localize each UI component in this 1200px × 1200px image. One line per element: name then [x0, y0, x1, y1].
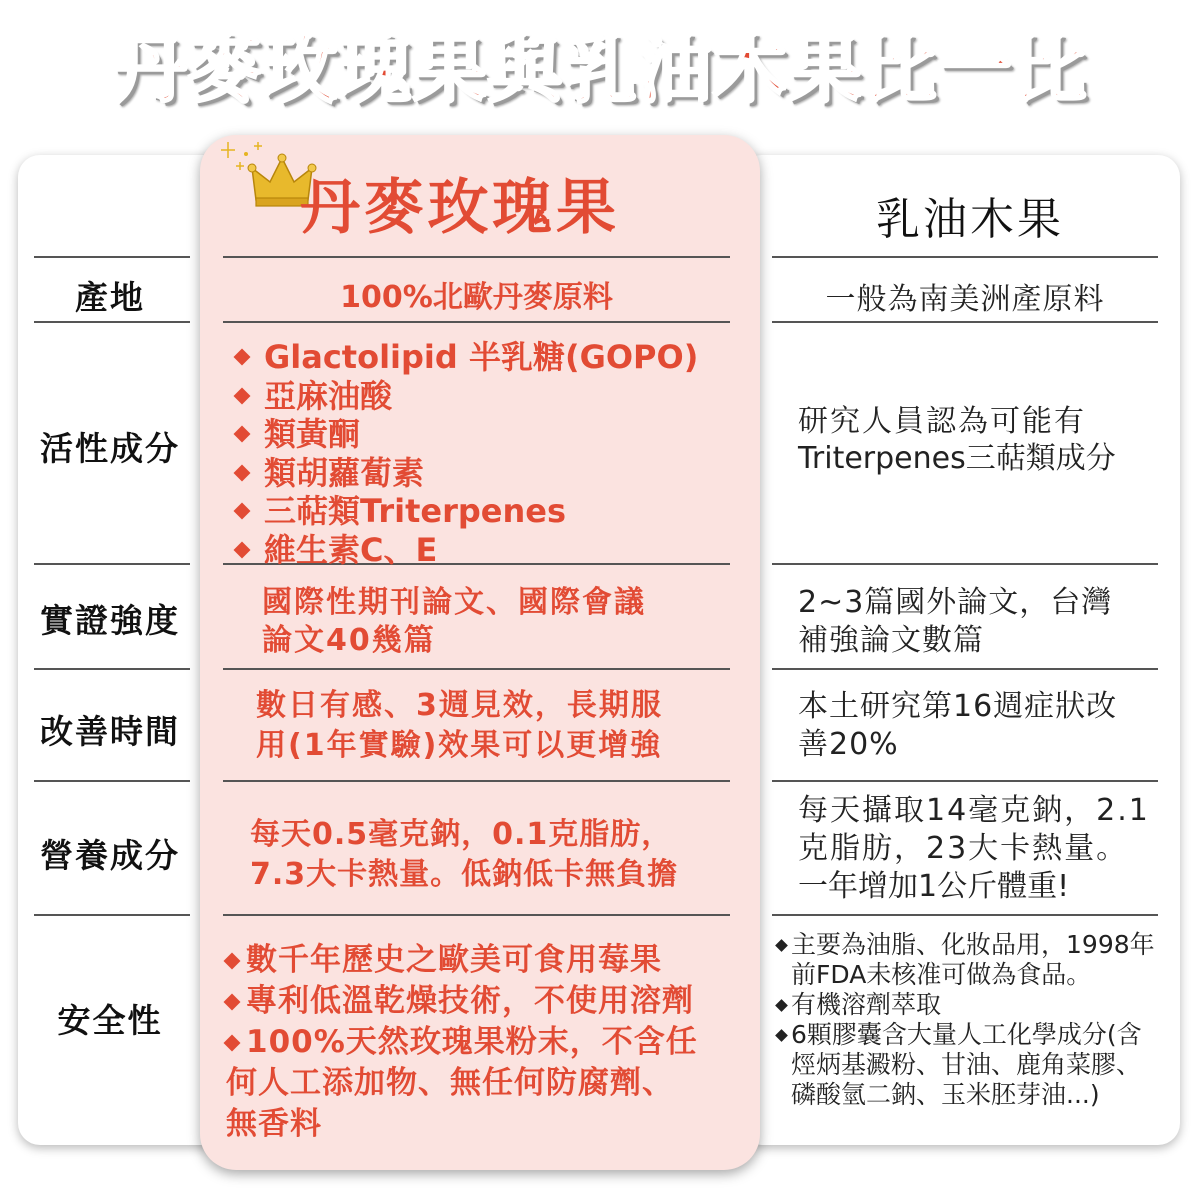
diamond-bullet-icon	[234, 387, 251, 404]
row-label-origin: 產地	[75, 278, 145, 317]
row-label-active: 活性成分	[40, 429, 180, 468]
list-item: 類黃酮	[232, 415, 698, 454]
divider	[34, 563, 190, 565]
rosehip-nutrition: 每天0.5毫克鈉，0.1克脂肪， 7.3大卡熱量。低鈉低卡無負擔	[250, 817, 679, 892]
title-banner	[0, 14, 1200, 114]
shea-evidence: 2~3篇國外論文，台灣 補強論文數篇	[798, 585, 1113, 658]
list-item: 專利低溫乾燥技術，不使用溶劑	[222, 981, 698, 1022]
divider	[34, 668, 190, 670]
divider	[223, 914, 730, 916]
divider	[772, 914, 1158, 916]
divider	[772, 256, 1158, 258]
divider	[772, 780, 1158, 782]
list-item: 6顆膠囊含大量人工化學成分(含 烴炳基澱粉、甘油、鹿角菜膠、 磷酸氫二鈉、玉米胚芽油...)	[775, 1020, 1155, 1110]
divider	[772, 563, 1158, 565]
rosehip-evidence: 國際性期刊論文、國際會議 論文40幾篇	[262, 585, 646, 658]
shea-safety	[775, 930, 1155, 1110]
diamond-bullet-icon	[234, 349, 251, 366]
diamond-bullet-icon	[234, 541, 251, 558]
list-item: 數千年歷史之歐美可食用莓果	[222, 940, 698, 981]
rosehip-active-list	[232, 338, 698, 569]
diamond-bullet-icon	[775, 939, 788, 952]
list-item: 類胡蘿蔔素	[232, 454, 698, 493]
divider	[34, 780, 190, 782]
rosehip-time: 數日有感、3週見效，長期服 用(1年實驗)效果可以更增強	[256, 688, 663, 763]
row-label-evidence: 實證強度	[40, 601, 180, 640]
shea-time: 本土研究第16週症狀改 善20%	[798, 689, 1118, 762]
diamond-bullet-icon	[224, 953, 241, 970]
page-title: 丹麥玫瑰果與乳油木果比一比	[112, 27, 1088, 113]
diamond-bullet-icon	[224, 994, 241, 1011]
diamond-bullet-icon	[775, 999, 788, 1012]
rosehip-safety	[222, 940, 698, 1145]
row-label-nutrition: 營養成分	[40, 836, 180, 875]
row-label-time: 改善時間	[40, 712, 180, 751]
diamond-bullet-icon	[775, 1029, 788, 1042]
divider	[772, 668, 1158, 670]
divider	[223, 256, 730, 258]
divider	[34, 914, 190, 916]
list-item: 主要為油脂、化妝品用，1998年 前FDA未核准可做為食品。	[775, 930, 1155, 990]
divider	[772, 321, 1158, 323]
diamond-bullet-icon	[224, 1035, 241, 1052]
shea-nutrition: 每天攝取14毫克鈉，2.1 克脂肪，23大卡熱量。 一年增加1公斤體重!	[798, 793, 1150, 904]
divider	[34, 256, 190, 258]
diamond-bullet-icon	[234, 503, 251, 520]
shea-active: 研究人員認為可能有 Triterpenes三萜類成分	[798, 404, 1116, 476]
divider	[223, 780, 730, 782]
row-label-safety: 安全性	[57, 1001, 163, 1040]
diamond-bullet-icon	[234, 426, 251, 443]
list-item: 100%天然玫瑰果粉末，不含任 何人工添加物、無任何防腐劑、 無香料	[222, 1022, 698, 1145]
list-item: 有機溶劑萃取	[775, 990, 1155, 1020]
list-item: 三萜類Triterpenes	[232, 492, 698, 531]
list-item: Glactolipid 半乳糖(GOPO)	[232, 338, 698, 377]
diamond-bullet-icon	[234, 464, 251, 481]
list-item: 維生素C、E	[232, 531, 698, 570]
rosehip-origin: 100%北歐丹麥原料	[340, 280, 613, 315]
rosehip-header: 丹麥玫瑰果	[300, 173, 620, 243]
list-item: 亞麻油酸	[232, 377, 698, 416]
divider	[223, 668, 730, 670]
divider	[223, 321, 730, 323]
divider	[34, 321, 190, 323]
shea-header: 乳油木果	[876, 194, 1064, 245]
shea-origin: 一般為南美洲產原料	[825, 282, 1105, 317]
